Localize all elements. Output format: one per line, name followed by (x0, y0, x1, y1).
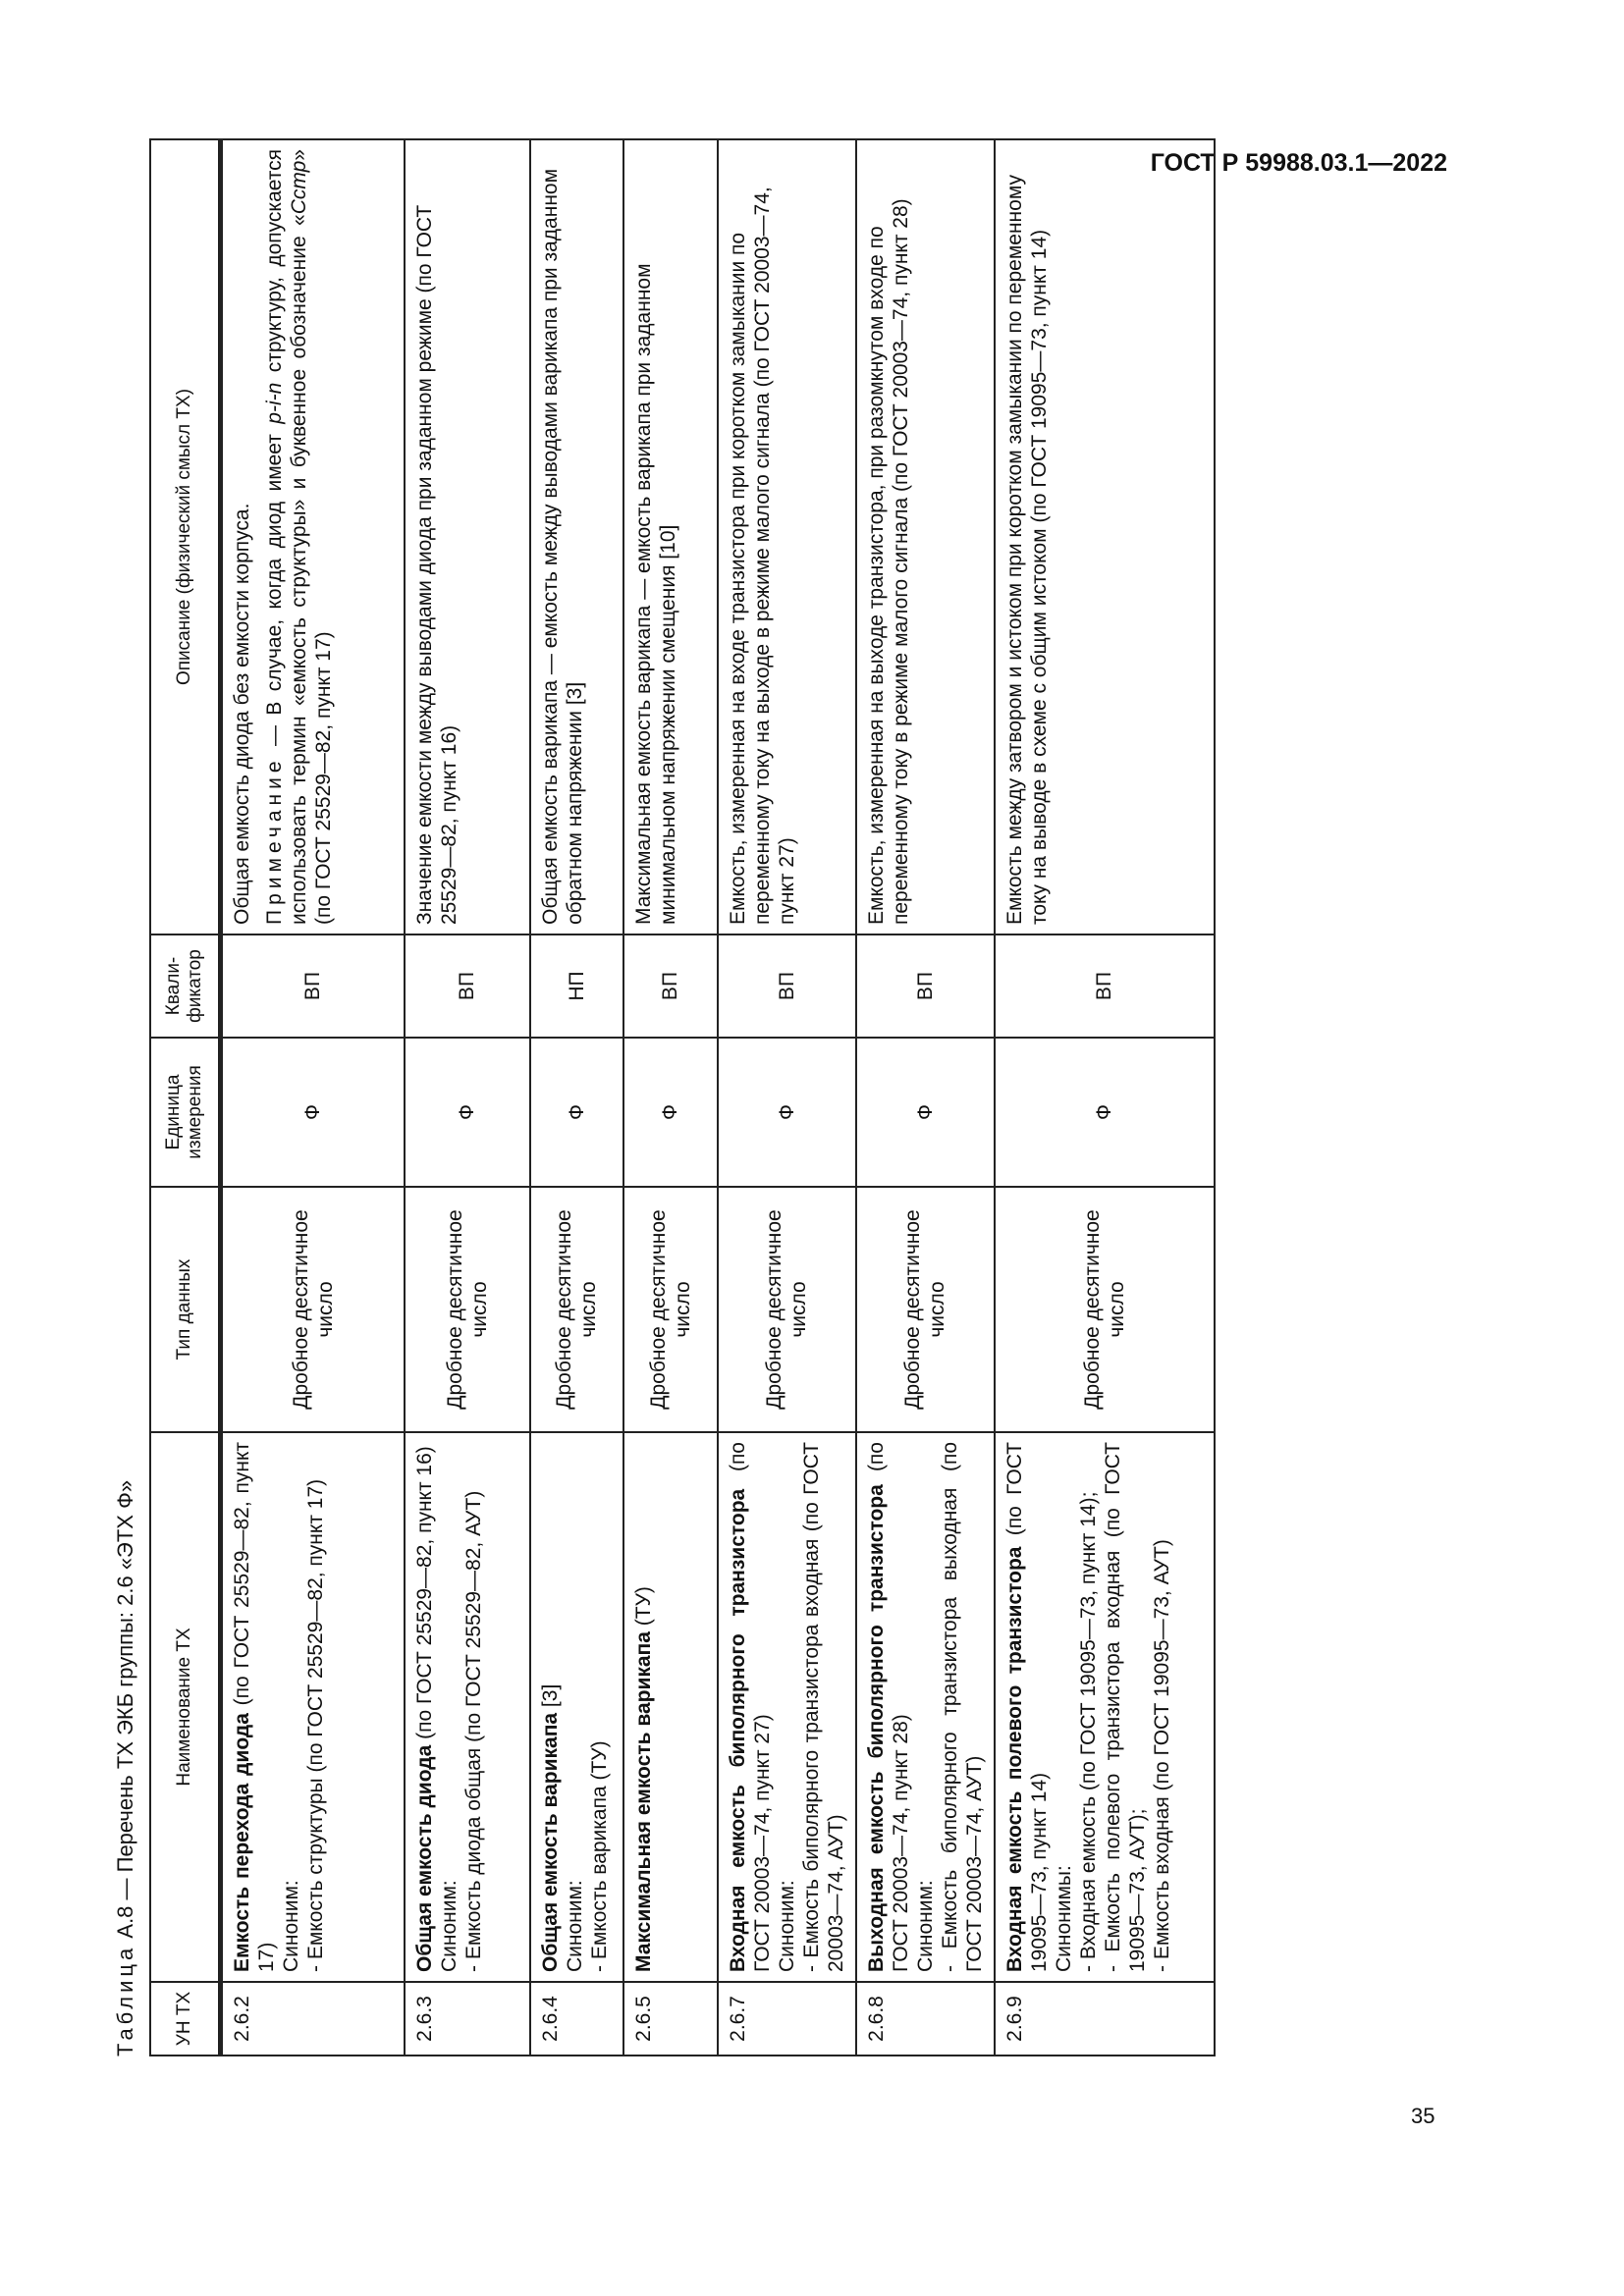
cell-code: 2.6.2 (221, 1982, 405, 2056)
col-header-description: Описание (физический смысл ТХ) (150, 139, 221, 934)
characteristics-table (149, 138, 1216, 2056)
cell-unit: Ф (856, 1038, 995, 1187)
term-source: (по ГОСТ 20003—74, пункт 27) (726, 1442, 774, 1972)
term-name: Общая емкость диода (412, 1744, 436, 1972)
col-header-unit (150, 1038, 221, 1187)
cell-description (221, 139, 405, 934)
description-text: Общая емкость диода без емкости корпуса. (231, 503, 253, 925)
cell-code: 2.6.4 (530, 1982, 623, 2056)
cell-description: Емкость, измеренная на выходе транзистора, при разомкнутом входе по переменному току в режиме малого сигнала (по ГОСТ 20003—74, пункт 28) (856, 139, 995, 934)
cell-description: Общая емкость варикапа — емкость между выводами варикапа при заданном обратном напряжении [3] (530, 139, 623, 934)
cell-datatype: Дробное десятичное число (856, 1187, 995, 1432)
term-name: Общая емкость варикапа (538, 1712, 562, 1972)
cell-description: Емкость между затвором и истоком при коротком замыкании по переменному току на выводе в схеме с общим истоком (по ГОСТ 19095—73, пункт 14) (995, 139, 1215, 934)
cell-name (530, 1432, 623, 1982)
cell-unit: Ф (405, 1038, 530, 1187)
table-caption (110, 138, 149, 2062)
cell-qualifier: ВП (405, 934, 530, 1038)
note-text-3: » (по ГОСТ 25529—82, пункт 17) (288, 149, 335, 925)
cell-code: 2.6.7 (718, 1982, 856, 2056)
cell-name (995, 1432, 1215, 1982)
cell-name (623, 1432, 718, 1982)
note-text-1: — В случае, когда диод имеет (263, 423, 286, 757)
cell-qualifier: ВП (856, 934, 995, 1038)
cell-unit: Ф (221, 1038, 405, 1187)
col-header-qualifier-line1: Квали- (163, 956, 184, 1016)
synonym-label: Синоним: (280, 1880, 302, 1972)
cell-description: Емкость, измеренная на входе транзистора при коротком замыкании по переменному току на выходе в режиме малого сигнала (по ГОСТ 20003—74, пункт 27) (718, 139, 856, 934)
term-source: (ТУ) (631, 1586, 655, 1632)
cell-name (856, 1432, 995, 1982)
page-number: 35 (1411, 2104, 1435, 2128)
synonym-label: Синонимы: (1052, 1865, 1075, 1972)
col-header-datatype: Тип данных (150, 1187, 221, 1432)
col-header-unit-line2: измерения (185, 1065, 205, 1159)
note-symbol: Сстр (288, 160, 310, 215)
note-pin: p-i-n (263, 382, 286, 424)
col-header-code: УН ТХ (150, 1982, 221, 2056)
synonym: - Входная емкость (по ГОСТ 19095—73, пункт 14); (1076, 1491, 1100, 1972)
cell-qualifier: НП (530, 934, 623, 1038)
col-header-qualifier-line2: фикатор (185, 949, 205, 1023)
cell-datatype: Дробное десятичное число (530, 1187, 623, 1432)
cell-name (405, 1432, 530, 1982)
cell-unit: Ф (995, 1038, 1215, 1187)
synonym: - Емкость полевого транзистора входная (по ГОСТ 19095—73, АУТ); (1101, 1442, 1149, 1972)
synonym: - Емкость входная (по ГОСТ 19095—73, АУТ) (1150, 1539, 1173, 1972)
term-source: (по ГОСТ 25529—82, пункт 17) (231, 1442, 278, 1972)
term-name: Максимальная емкость варикапа (631, 1631, 655, 1972)
term-source: [3] (538, 1683, 562, 1713)
cell-datatype: Дробное десятичное число (221, 1187, 405, 1432)
synonym-label: Синоним: (563, 1880, 586, 1972)
synonym-label: Синоним: (775, 1880, 798, 1972)
table-row (718, 139, 856, 2056)
cell-description: Значение емкости между выводами диода при заданном режиме (по ГОСТ 25529—82, пункт 16) (405, 139, 530, 934)
cell-qualifier: ВП (623, 934, 718, 1038)
synonym: - Емкость биполярного транзистора входная (по ГОСТ 20003—74, АУТ) (799, 1442, 847, 1972)
cell-qualifier: ВП (718, 934, 856, 1038)
table-row (856, 139, 995, 2056)
term-name: Выходная емкость биполярного транзистора (864, 1484, 888, 1972)
table-row (995, 139, 1215, 2056)
note-label: Примечание (263, 756, 286, 925)
cell-datatype: Дробное десятичное число (623, 1187, 718, 1432)
cell-name (718, 1432, 856, 1982)
table-header-row (150, 139, 221, 2056)
caption-label: Таблица (113, 1944, 137, 2056)
synonym: - Емкость биполярного транзистора выходная (по ГОСТ 20003—74, АУТ) (938, 1442, 986, 1972)
col-header-qualifier (150, 934, 221, 1038)
col-header-unit-line1: Единица (163, 1074, 184, 1150)
synonym: - Емкость диода общая (по ГОСТ 25529—82, АУТ) (461, 1490, 485, 1972)
cell-qualifier: ВП (221, 934, 405, 1038)
synonym: - Емкость структуры (по ГОСТ 25529—82, пункт 17) (304, 1478, 327, 1972)
term-name: Входная емкость биполярного транзистора (726, 1488, 749, 1972)
caption-text: А.8 — Перечень ТХ ЭКБ группы: 2.6 «ЭТХ Ф» (113, 1479, 137, 1939)
cell-name (221, 1432, 405, 1982)
table-row (221, 139, 405, 2056)
cell-code: 2.6.3 (405, 1982, 530, 2056)
rotated-table-block (110, 138, 1509, 2062)
table-row (530, 139, 623, 2056)
synonym-label: Синоним: (913, 1880, 937, 1972)
cell-unit: Ф (623, 1038, 718, 1187)
col-header-name: Наименование ТХ (150, 1432, 221, 1982)
term-source: (по ГОСТ 19095—73, пункт 14) (1002, 1442, 1051, 1972)
cell-qualifier: ВП (995, 934, 1215, 1038)
cell-code: 2.6.5 (623, 1982, 718, 2056)
cell-datatype: Дробное десятичное число (405, 1187, 530, 1432)
cell-datatype: Дробное десятичное число (995, 1187, 1215, 1432)
description-note (262, 149, 336, 925)
cell-code: 2.6.8 (856, 1982, 995, 2056)
term-name: Входная емкость полевого транзистора (1002, 1546, 1026, 1972)
term-name: Емкость перехода диода (231, 1713, 253, 1972)
synonym-label: Синоним: (437, 1880, 460, 1972)
standard-header: ГОСТ Р 59988.03.1—2022 (1150, 149, 1447, 177)
term-source: (по ГОСТ 20003—74, пункт 28) (864, 1442, 912, 1972)
table-row (405, 139, 530, 2056)
cell-unit: Ф (530, 1038, 623, 1187)
term-source: (по ГОСТ 25529—82, пункт 16) (412, 1446, 436, 1745)
note-text-2: структуру, допускается использовать термин «емкость структуры» и буквенное обозначение « (263, 149, 310, 925)
cell-code: 2.6.9 (995, 1982, 1215, 2056)
cell-datatype: Дробное десятичное число (718, 1187, 856, 1432)
cell-unit: Ф (718, 1038, 856, 1187)
synonym: - Емкость варикапа (ТУ) (587, 1740, 611, 1972)
cell-description: Максимальная емкость варикапа — емкость варикапа при заданном минимальном напряжении смещения [10] (623, 139, 718, 934)
table-row (623, 139, 718, 2056)
